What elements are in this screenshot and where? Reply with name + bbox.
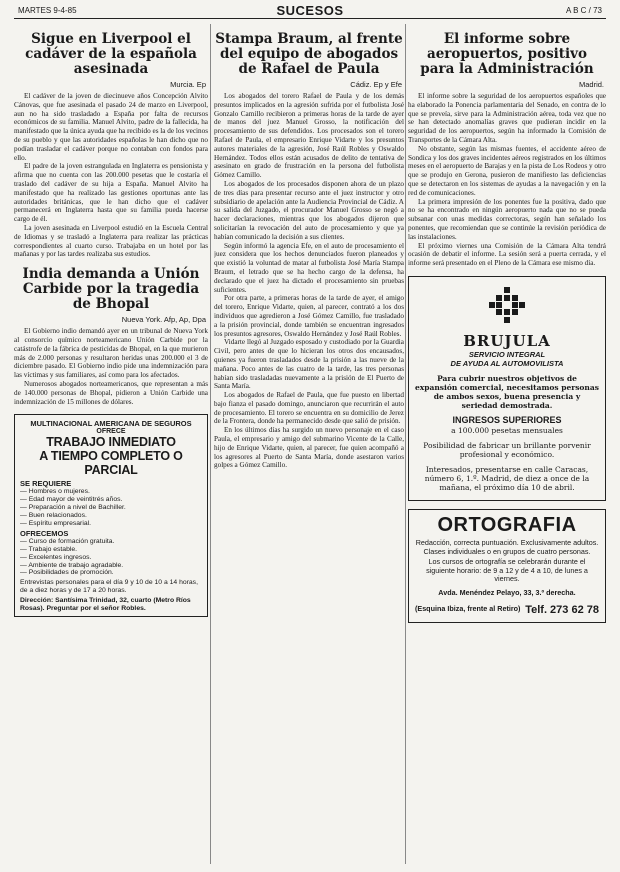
article-title-liverpool: Sigue en Liverpool el cadáver de la española asesinada xyxy=(25,31,197,77)
ortografia-text: Los cursos de ortografía se celebrarán durante el siguiente horario: de 9 a 12 y de 4 a 10, de lunes a viernes. xyxy=(426,557,588,584)
brujula-text: Para cubrir nuestros objetivos de expansión comercial, necesitamos personas de ambos sexos, buena presencia y seriedad demostrada. xyxy=(415,373,599,410)
ad-interview: Entrevistas personales para el día 9 y 10 de 10 a 14 horas, de a diez horas y de 17 a 20 horas. xyxy=(20,579,198,595)
ad-item: — Hombres o mujeres. xyxy=(20,488,90,496)
ortografia-phone: Telf. 273 62 78 xyxy=(525,603,599,616)
article-paragraph: No obstante, según las mismas fuentes, el accidente aéreo de Sondica y los dos graves incidentes aéreos registrados en los últimos meses en el aeropuerto de Barajas y en la pista de Los Rodeos y otro que se produjo en Gerona, pusieron de manifiesto las deficiencias que se detectaron en los sistemas de ayudas a la navegación y en la red de comunicaciones. xyxy=(408,144,606,197)
article-paragraph: El informe sobre la seguridad de los aeropuertos españoles que ha elaborado la Ponencia parlamentaria del Senado, en contra de lo que se preveía, sirve para la Administración aérea, toda vez que no se han detectado anomalías graves que pudieran incidir en la seguridad de los aeropuertos, según ha informado la Comisión de Transportes de la Cámara Alta. xyxy=(408,92,606,144)
ortografia-title: ORTOGRAFIA xyxy=(437,513,577,536)
article-paragraph: El padre de la joven estrangulada en Inglaterra es pensionista y afirma que no cuenta con las 200.000 pesetas que le costaría el traslado del cadáver de su hija a España. Manuel Alvito ha manifestado que ha realizado las gestiones oportunas ante las autoridades británicas, que le han dicho que el cadáver permanecerá en Inglaterra hasta que su familia pueda hacerse cargo de él. xyxy=(14,162,208,224)
article-paragraph: Los abogados del torero Rafael de Paula y de los demás presuntos implicados en la agresión sufrida por el futbolista José Gonzalo Camillo recibieron a primeras horas de la tarde de ayer de manos del juez Manuel Grosso, la notificación del procesamiento de sus defendidos. Los procesados son el torero Rafael de Paula, el empresario Enrique Vidarte y los presuntos autores materiales de la agresión, José Raúl Robles y Oswaldo Hernández. Todos ellos están acusados de delito de tentativa de asesinato en grado de frustración en la persona del futbolista Gómez Camillo. xyxy=(214,92,404,180)
ad-offers-label: OFRECEMOS xyxy=(20,529,69,539)
ad-item: — Curso de formación gratuita. xyxy=(20,538,115,546)
article-paragraph: La primera impresión de los ponentes fue la positiva, dado que no se ha encontrado en ningún aeropuerto nada que no se pueda subsanar con unas medidas correctoras, según han señalado los ponentes, que recomiendan que se continúe la revisión periódica de las instalaciones. xyxy=(408,197,606,241)
byline-bhopal: Nueva York. Afp, Ap, Dpa xyxy=(121,315,206,325)
brujula-text: Interesados, presentarse en calle Caracas, número 6, 1.º. Madrid, de diez a once de la mañana, el próximo día 10 de abril. xyxy=(424,464,590,492)
article-paragraph: Vidarte llegó al Juzgado esposado y custodiado por la Guardia Civil, pero antes de que lo hicieran los otros dos encausados, quienes ya fueron trasladados desde la prisión a las nueve de la mañana. Poco antes de las cuatro de la tarde, las tres personas habían sido trasladadas nuevamente a la prisión de El Puerto de Santa María. xyxy=(214,338,404,391)
ad-item: — Espíritu empresarial. xyxy=(20,519,92,527)
ad-item: — Posibilidades de promoción. xyxy=(20,569,114,577)
brujula-text: Posibilidad de fabricar un brillante porvenir profesional y económico. xyxy=(423,440,591,459)
ad-item: — Excelentes ingresos. xyxy=(20,553,92,561)
article-paragraph: Numerosos abogados norteamericanos, que representan a más de 140.000 personas de Bhopal, pidieron a Unión Carbide una indemnización de 15 millones de dólares. xyxy=(14,379,208,406)
brujula-tagline: DE AYUDA AL AUTOMOVILISTA xyxy=(450,358,564,368)
article-paragraph: Los abogados de Rafael de Paula, que fue puesto en libertad bajo fianza el pasado domingo, anunciaron que recurrirán el auto de procesamiento. El torero se encuentra en su domicilio de Jerez de la Frontera, donde ha permanecido desde que salió de prisión. xyxy=(214,391,404,426)
article-paragraph: Los abogados de los procesados disponen ahora de un plazo de tres días para presentar recurso ante el juez instructor y otro subsidiario de apelación ante la Audiencia Provincial de Cádiz. A su salida del Juzgado, el procurador Manuel Grosso se negó a hacer declaraciones, mientras que los abogados dijeron que solicitarían la revocación del auto de procesamiento y que ya habían comunicado la decisión a sus clientes. xyxy=(214,179,404,241)
ortografia-ad xyxy=(408,509,606,623)
article-paragraph: El próximo viernes una Comisión de la Cámara Alta tendrá ocasión de debatir el informe. La sesión será a puerta cerrada, y el informe será presentado en el Pleno de la Cámara ese mismo día. xyxy=(408,241,606,268)
article-paragraph: La joven asesinada en Liverpool estudió en la Escuela Central de Idiomas y se trasladó a Inglaterra para realizar las prácticas correspondientes al cuarto curso. Trabajaba en un hotel por las mañanas y por las tardes realizaba sus estudios. xyxy=(14,223,208,259)
brujula-income-amount: a 100.000 pesetas mensuales xyxy=(451,425,563,435)
ad-headline: TRABAJO INMEDIATO xyxy=(46,435,176,450)
ad-item: — Trabajo estable. xyxy=(20,546,78,554)
ad-requirements-label: SE REQUIERE xyxy=(20,479,72,489)
header-date: MARTES 9-4-85 xyxy=(18,6,77,15)
article-title-stampa: Stampa Braum, al frente del equipo de abogados de Rafael de Paula xyxy=(215,31,403,77)
article-title-aeropuertos: El informe sobre aeropuertos, positivo para la Administración xyxy=(420,31,594,77)
ad-address: Dirección: Santísima Trinidad, 32, cuarto (Metro Ríos Rosas). Preguntar por el señor Robles. xyxy=(20,596,191,612)
section-title: SUCESOS xyxy=(276,3,344,18)
article-paragraph: Según informó la agencia Efe, en el auto de procesamiento el juez considera que los hechos denunciados fueron planeados y que existió la voluntad de matar al futbolista José María Stampa Braum, el letrado que se ha hecho cargo de la defensa, ha declarado que el juez ha dictado el procesamiento sin pruebas suficientes. xyxy=(214,241,404,294)
ad-company: MULTINACIONAL AMERICANA DE SEGUROS xyxy=(30,419,192,429)
column-divider xyxy=(405,24,406,864)
ad-item: — Buen relacionados. xyxy=(20,511,87,519)
brujula-income-head: INGRESOS SUPERIORES xyxy=(452,414,562,425)
column-1 xyxy=(14,24,208,617)
ortografia-contact xyxy=(415,604,599,616)
brujula-brand: BRUJULA xyxy=(463,331,551,350)
ad-offer: OFRECE xyxy=(96,428,126,436)
column-3 xyxy=(408,24,606,623)
ad-item: — Ambiente de trabajo agradable. xyxy=(20,561,124,569)
column-divider xyxy=(210,24,211,864)
article-paragraph: Por otra parte, a primeras horas de la tarde de ayer, el amigo del torero, Enrique Vidarte, quien, al parecer, contrató a los dos individuos que agredieron a José Gómez Camillo, fue trasladado a la prisión provincial, donde también se encuentran ingresados los presuntos agresores, Oswaldo Hernández y José Raúl Robles. xyxy=(214,294,404,338)
column-2 xyxy=(214,24,404,470)
brujula-ad xyxy=(408,276,606,501)
brujula-tagline: SERVICIO INTEGRAL xyxy=(468,349,546,359)
page-number: A B C / 73 xyxy=(565,6,602,15)
article-paragraph: El Gobierno indio demandó ayer en un tribunal de Nueva York al consorcio químico norteamericano Unión Carbide por la catástrofe de la fábrica de pesticidas de Bhopal, en la que murieron más de 2.000 personas y resultaron heridas unas 200.000 el 3 de diciembre pasado. El Gobierno indio pide una indemnización para las víctimas y sus familiares, así como para los afectados. xyxy=(14,327,208,380)
byline-liverpool: Murcia. Ep xyxy=(170,80,206,89)
insurance-ad xyxy=(14,414,208,617)
ad-item: — Edad mayor de veintitrés años. xyxy=(20,496,123,504)
article-paragraph: En los últimos días ha surgido un nuevo personaje en el caso Paula, el empresario y amigo del submarino Vicente de la Calle, hijo de Enrique Vidarte, quien, al parecer, fue quien acompañó a los agresores al Puerto de Santa María, donde asestaron varios golpes a Gómez Camillo. xyxy=(214,426,404,470)
header-rule xyxy=(14,18,606,19)
ortografia-corner: (Esquina Ibiza, frente al Retiro) xyxy=(415,603,521,613)
ad-headline: A TIEMPO COMPLETO O PARCIAL xyxy=(39,449,183,478)
ad-item: — Preparación a nivel de Bachiller. xyxy=(20,503,126,511)
ortografia-address: Avda. Menéndez Pelayo, 33, 3.º derecha. xyxy=(438,587,576,597)
byline-aeropuertos: Madrid. xyxy=(578,80,604,89)
byline-stampa: Cádiz. Ep y Efe xyxy=(350,80,402,89)
brujula-logo-icon xyxy=(487,285,527,325)
ortografia-text: Redacción, correcta puntuación. Exclusivamente adultos. Clases individuales o en grupos de cuatro personas. xyxy=(415,537,599,556)
article-paragraph: El cadáver de la joven de diecinueve años Concepción Alvito Cánovas, que fue asesinada el pasado 24 de marzo en Liverpool, aun no ha sido trasladado a España por falta de recursos económicos de su familia. Manuel Alvito, padre de la fallecida, ha manifestado que la única ayuda que ha recibido es la de los vecinos de su pueblo y que las autoridades españolas le han dicho que no podían trasladar el cadáver porque no contaban con fondos para ello. xyxy=(14,92,208,162)
article-title-bhopal: India demanda a Unión Carbide por la tragedia de Bhopal xyxy=(22,266,200,313)
